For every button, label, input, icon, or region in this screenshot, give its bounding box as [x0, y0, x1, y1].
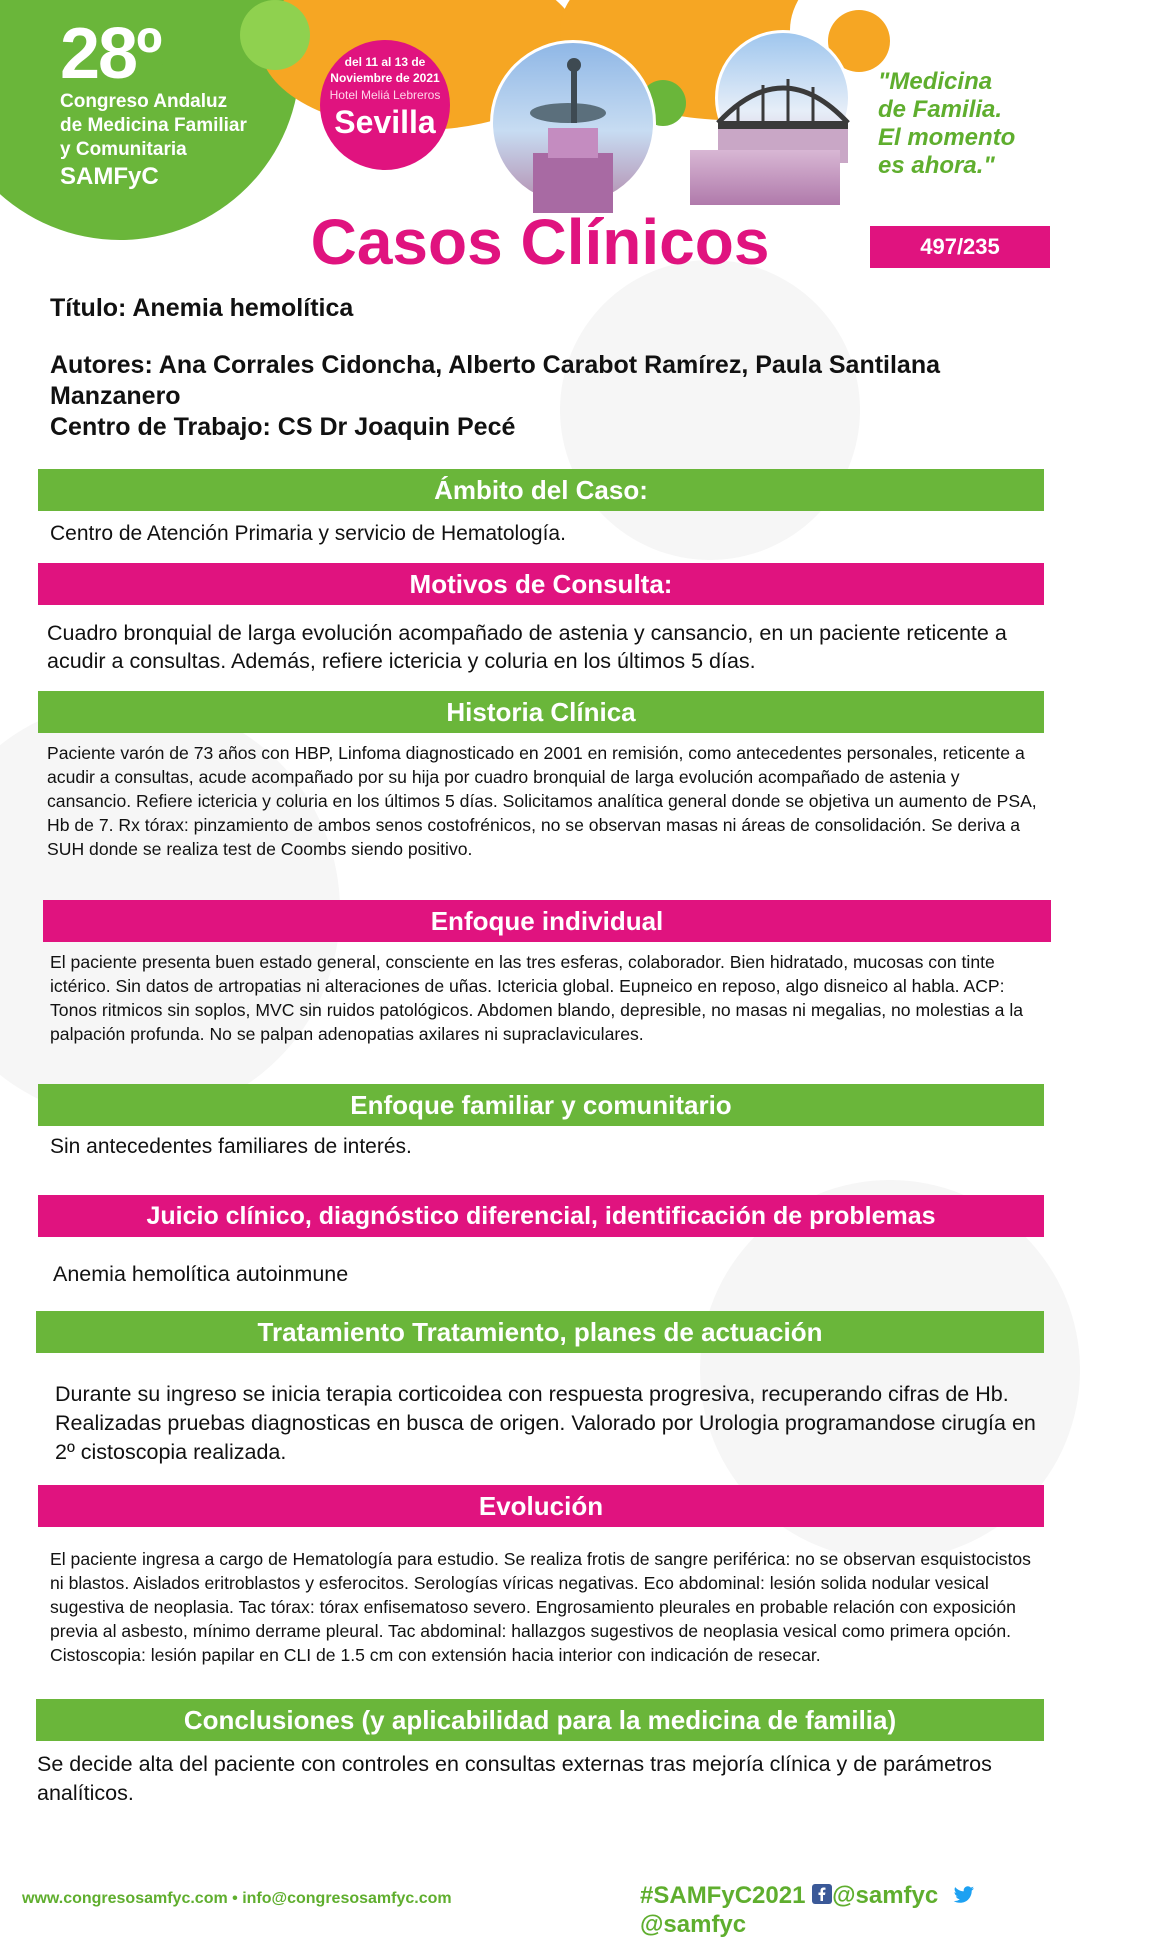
slogan-line: de Familia. [878, 96, 1003, 123]
green-dot [240, 0, 310, 70]
logo-line: SAMFyC [60, 163, 159, 190]
section-heading-tratamiento: Tratamiento Tratamiento, planes de actuación [36, 1311, 1044, 1353]
section-text-ambito: Centro de Atención Primaria y servicio de Hematología. [50, 522, 566, 545]
header-banner [0, 0, 1080, 240]
twitter-icon [953, 1883, 975, 1911]
section-text-historia: Paciente varón de 73 años con HBP, Linfoma diagnosticado en 2001 en remisión, como antecedentes personales, reticente a acudir a consultas, acude acompañado por su hija por cuadro bronquial de larga evolución acompañado de astenia y cansancio. Refiere ictericia y coluria en los últimos 5 días. Solicitamos analítica general donde se objetiva un aumento de PSA, Hb de 7. Rx tórax: pinzamiento de ambos senos costofrénicos, no se observan masas ni áreas de consolidación. Se deriva a SUH donde se realiza test de Coombs siendo positivo. [47, 743, 1037, 859]
statue-photo [490, 40, 656, 206]
twitter-handle[interactable]: @samfyc [640, 1910, 747, 1938]
authors: Autores: Ana Corrales Cidoncha, Alberto Carabot Ramírez, Paula Santilana Manzanero [50, 351, 941, 410]
logo-line: y Comunitaria [60, 139, 187, 160]
case-title: Título: Anemia hemolítica [50, 294, 354, 322]
section-heading-ambito: Ámbito del Caso: [38, 469, 1044, 511]
bridge-photo [715, 30, 851, 166]
section-heading-evolucion: Evolución [38, 1485, 1044, 1527]
slogan-line: "Medicina [878, 68, 993, 95]
slogan-line: es ahora." [878, 152, 995, 179]
section-text-juicio: Anemia hemolítica autoinmune [53, 1262, 349, 1286]
facebook-handle[interactable]: @samfyc [832, 1882, 939, 1909]
date-line: Noviembre de 2021 [330, 71, 440, 85]
section-text-evolucion: El paciente ingresa a cargo de Hematología para estudio. Se realiza frotis de sangre periférica: no se observan esquistocistos ni blastos. Aislados eritroblastos y esferocitos. Serologías víricas negativas. Eco abdominal: lesión solida nodular vesical sugestiva de neoplasia. Tac tórax: tórax enfisematoso severo. Engrosamiento pleurales en probable relación con exposición previa al asbesto, mínimo derrame pleural. Tac abdominal: hallazgos sugestivos de neoplasia vesical como primera opción. Cistoscopia: lesión papilar en CLI de 1.5 cm con extensión hacia interior con indicación de resecar. [50, 1549, 1031, 1665]
slogan [878, 68, 1015, 180]
case-number-badge: 497/235 [870, 226, 1050, 268]
city: Sevilla [334, 104, 436, 140]
footer-social [640, 1882, 1080, 1939]
logo-number: 28º [60, 14, 161, 94]
footer-contact[interactable]: www.congresosamfyc.com • info@congresosamfyc.com [22, 1890, 452, 1907]
section-heading-motivos: Motivos de Consulta: [38, 563, 1044, 605]
section-text-motivos: Cuadro bronquial de larga evolución acompañado de astenia y cansancio, en un paciente reticente a acudir a consultas. Además, refiere ictericia y coluria en los últimos 5 días. [47, 621, 1007, 673]
section-text-enfoque-individual: El paciente presenta buen estado general, consciente en las tres esferas, colaborador. Bien hidratado, mucosas con tinte ictérico. Sin datos de artropatias ni alteraciones de uñas. Ictericia global. Eupneico en reposo, algo disneico al habla. ACP: Tonos ritmicos sin soplos, MVC sin ruidos patológicos. Abdomen blando, depresible, no masas ni megalias, no molestias a la palpación profunda. No se palpan adenopatias axilares ni supraclaviculares. [50, 952, 1024, 1044]
logo-line: Congreso Andaluz [60, 91, 228, 112]
section-text-conclusiones: Se decide alta del paciente con controles en consultas externas tras mejoría clínica y de parámetros analíticos. [37, 1752, 992, 1805]
hashtag: #SAMFyC2021 [640, 1882, 806, 1909]
building-photo [690, 150, 840, 205]
section-heading-juicio: Juicio clínico, diagnóstico diferencial, identificación de problemas [38, 1195, 1044, 1237]
work-center: Centro de Trabajo: CS Dr Joaquin Pecé [50, 413, 516, 441]
section-heading-enfoque-familiar: Enfoque familiar y comunitario [38, 1084, 1044, 1126]
facebook-icon [812, 1883, 832, 1911]
section-text-tratamiento: Durante su ingreso se inicia terapia corticoidea con respuesta progresiva, recuperando cifras de Hb. Realizadas pruebas diagnosticas en busca de origen. Valorado por Urologia programandose cirugía en 2º cistoscopia realizada. [55, 1382, 1036, 1464]
section-heading-conclusiones: Conclusiones (y aplicabilidad para la medicina de familia) [36, 1699, 1044, 1741]
authors-block [50, 350, 1030, 443]
venue: Hotel Meliá Lebreros [329, 88, 441, 102]
congress-logo [60, 14, 247, 192]
page-title: Casos Clínicos [310, 206, 770, 278]
logo-line: de Medicina Familiar [60, 115, 247, 136]
section-heading-historia: Historia Clínica [38, 691, 1044, 733]
section-text-enfoque-familiar: Sin antecedentes familiares de interés. [50, 1135, 412, 1158]
date-badge [320, 40, 450, 170]
date-line: del 11 al 13 de [344, 55, 426, 69]
section-heading-enfoque-individual: Enfoque individual [43, 900, 1051, 942]
slogan-line: El momento [878, 124, 1016, 151]
